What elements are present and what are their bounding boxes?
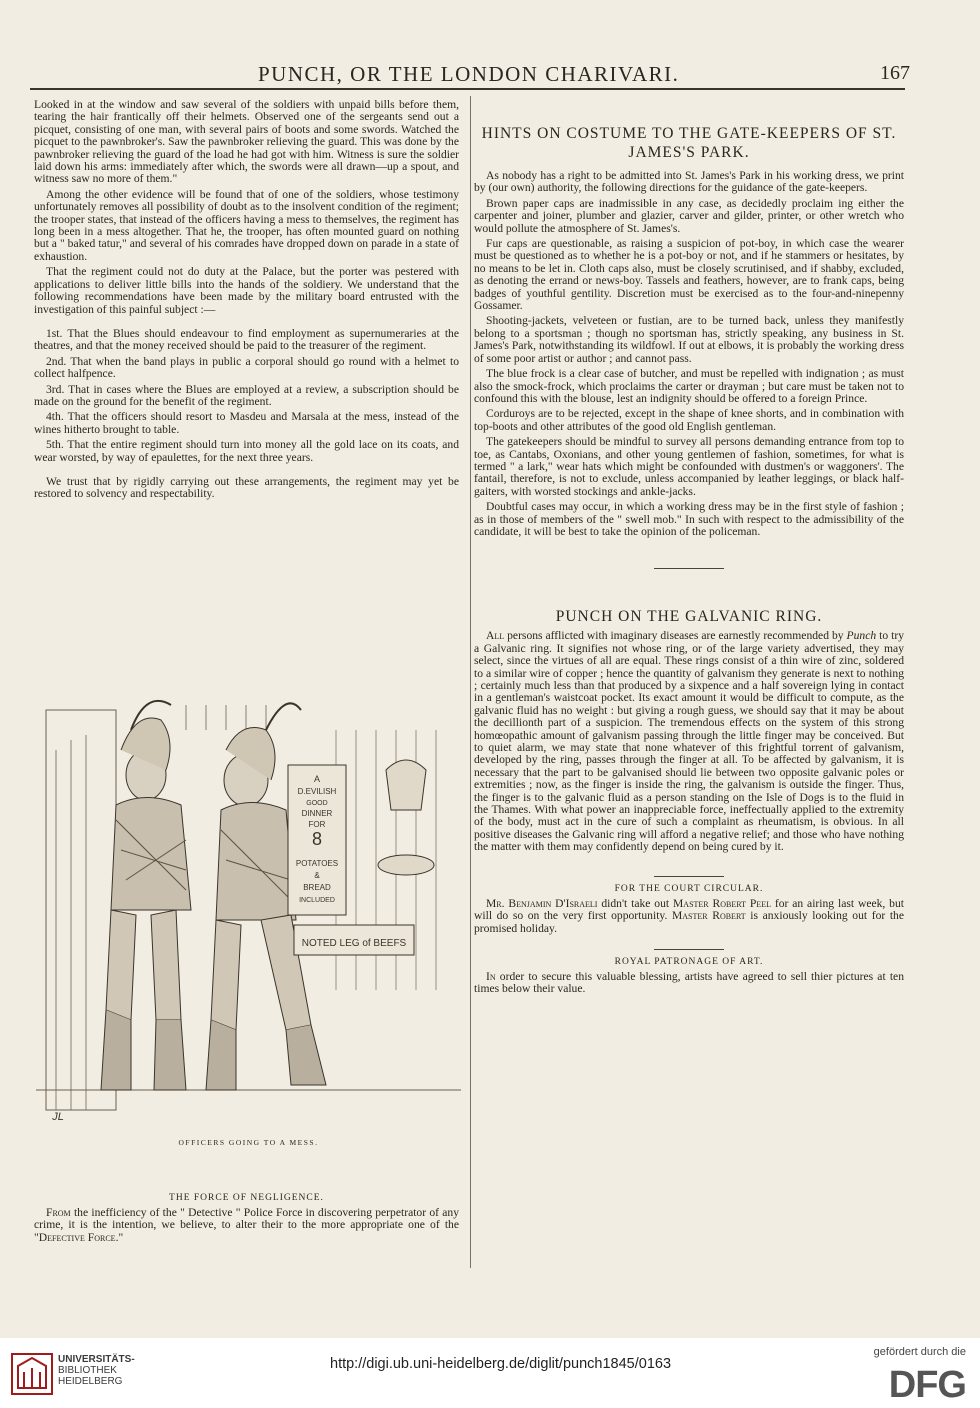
- header-rule: [30, 88, 905, 90]
- negligence-title: THE FORCE OF NEGLIGENCE.: [169, 1193, 324, 1203]
- university-seal-icon: [10, 1352, 54, 1396]
- hints-paragraph: The blue frock is a clear case of butcher, and must be repelled with indignation ; as must also the smock-frock, which proclaims the carter or drayman ; but care must be taken not to confound this with the blouse, lest an indignity should be offered to a foreign Prince.: [474, 367, 904, 405]
- galvanic-title: PUNCH ON THE GALVANIC RING.: [555, 608, 823, 626]
- university-line: UNIVERSITÄTS-: [58, 1354, 135, 1365]
- digitization-footer: [0, 1338, 980, 1408]
- closing-paragraph: We trust that by rigidly carrying out these arrangements, the regiment may yet be restored to solvency and respectability.: [34, 474, 459, 501]
- hints-paragraph: Fur caps are questionable, as raising a suspicion of pot-boy, in which case the wearer must be questioned as to whether he is a pot-boy or not, and if he stammers or hesitates, by no means to be let in. Cloth caps also, must be closely scrutinised, and if shabby, excluded, as denoting the errand or news-boy. Tassels and feathers, however, are to frank caps, being badges of youthful gentility. Discretion must be exercised as to the four-and-ninepenny Gossamer.: [474, 237, 904, 313]
- officers-illustration: [36, 690, 461, 1130]
- sign-line: A: [313, 774, 321, 784]
- left-paragraph: Looked in at the window and saw several of the soldiers with unpaid bills before them, tearing the hair frantically off their helmets. Observed one of the sergeants send out a picquet, consisting of one man, with several pairs of boots and some swords. Watched the picquet to the pawnbroker's. Saw the pawnbroker relieving the guard. This was done by the pawnbroker relieving the guard of the load he had got with him. Witness is sure the soldier laid down his arms: immediately after which, the swords were all drawn—up a spout, and witness saw no more of them.": [34, 98, 459, 186]
- column-separator: [470, 96, 471, 1268]
- sign-banner: NOTED LEG of BEEFS: [301, 938, 407, 949]
- section-divider: [654, 949, 724, 950]
- hints-paragraph: Corduroys are to be rejected, except in the shape of knee shorts, and in combination with top-boots and other attributes of the good old English gentleman.: [474, 407, 904, 433]
- recommendation-item: 4th. That the officers should resort to Masdeu and Marsala at the mess, instead of the wines hitherto brought to table.: [34, 410, 459, 436]
- galvanic-pre: persons afflicted with imaginary diseases are earnestly recommended by: [507, 629, 844, 643]
- court-text-3: is anxiously looking out for the promised holiday.: [474, 909, 904, 935]
- court-text-2: for an airing last week, but will do so on the very first opportunity.: [474, 896, 904, 923]
- sign-line: BREAD: [303, 883, 331, 892]
- royal-lead: In: [486, 969, 496, 983]
- court-text-1: didn't take out: [601, 896, 670, 910]
- royal-body: order to secure this valuable blessing, artists have agreed to sell thier pictures at ten times below their value.: [474, 969, 904, 996]
- court-name-1: Mr. Benjamin D'Israeli: [486, 896, 598, 910]
- negligence-section: [34, 1192, 459, 1247]
- source-url-link[interactable]: http://digi.ub.uni-heidelberg.de/diglit/punch1845/0163: [330, 1356, 672, 1372]
- court-title: FOR THE COURT CIRCULAR.: [614, 883, 764, 894]
- university-name: [58, 1354, 135, 1387]
- funded-by-text: gefördert durch die: [873, 1346, 966, 1358]
- page-number: 167: [880, 62, 910, 84]
- university-line: HEIDELBERG: [58, 1376, 123, 1387]
- sign-line: POTATOES: [295, 859, 339, 868]
- hints-paragraph: Brown paper caps are inadmissible in any case, as decidedly proclaim ing either the carpenter and joiner, plumber and glazier, carver and gilder, printer, or other wretch who would pollute the atmosphere of St. James's.: [474, 196, 904, 235]
- court-name-3: Master Robert: [671, 909, 746, 923]
- sign-line: 8: [311, 829, 323, 849]
- dfg-logo: DFG: [888, 1364, 966, 1406]
- hints-title: HINTS ON COSTUME TO THE GATE-KEEPERS OF ST. JAMES'S PARK.: [481, 125, 897, 161]
- hints-paragraph: The gatekeepers should be mindful to survey all persons demanding entrance from top to toe, as Cantabs, Oxonians, and other young gentlemen of fashion, sometimes, for what is termed " a lark," wear hats which might be confounded with dustmen's or waggoners'. The fantail, therefore, is not to exclude, unless accompanied by leather leggings, or black half-gaiters, with worsted stockings and ankle-jacks.: [474, 435, 904, 498]
- recommendation-item: 5th. That the entire regiment should turn into money all the gold lace on its coats, and wear worsted, by way of epaulettes, for the next three years.: [34, 438, 459, 464]
- left-paragraph: That the regiment could not do duty at the Palace, but the porter was pestered with applications to deliver little bills into the hands of the soldiery. We understand that the following recommendations have been made by the military board entrusted with the investigation of this painful subject :—: [34, 265, 459, 316]
- hints-paragraph: Shooting-jackets, velveteen or fustian, are to be turned back, unless they manifestly belong to a sportsman ; though no sportsman has, strictly speaking, any business in St. James's Park, notwithstanding its wildfowl. If out at elbows, it is probably the working dress of some poor artist or author ; and cannot pass.: [474, 314, 904, 365]
- negligence-end: ": [118, 1230, 124, 1244]
- left-paragraph: Among the other evidence will be found that of one of the soldiers, whose testimony unfortunately removes all possibility of doubt as to the insolvent condition of the regiment; the trooper states, that instead of the officers having a mess to themselves, the regiment has long been in a mess altogether. That he, the trooper, has often mounted guard on nothing but a " baked tatur," and several of his comrades have dropped down on parade in a state of exhaustion.: [34, 187, 459, 263]
- royal-title: ROYAL PATRONAGE OF ART.: [614, 956, 764, 967]
- negligence-lead: From: [46, 1206, 71, 1219]
- court-name-2: Master Robert Peel: [673, 896, 771, 910]
- negligence-body: the inefficiency of the " Detective " Police Force in discovering perpetrator of any crime, it is the intention, we believe, to alter their to the more appropriate one of the ": [34, 1206, 459, 1244]
- left-column: [34, 99, 459, 504]
- recommendation-item: 1st. That the Blues should endeavour to find employment as supernumeraries at the theatres, and that the money received should be paid to the treasurer of the regiment.: [34, 326, 459, 353]
- galvanic-body: to try a Galvanic ring. It signifies not whose ring, or of the large variety advertised, they may select, since the virtues of all are equal. These rings consist of a thin wire of zinc, soldered to a similar wire of copper ; hence the quantity of galvanism they generate is next to nothing ; certainly much less than that produced by a sixpence and a half sovereign lying in contact in a gentleman's waistcoat pocket. Its exact amount it would be difficult to compute, as the galvanic fluid has no weight : but giving a rough guess, we should say that it may be about the decillionth part of a suspicion. The tremendous effects on the system of this strong homœopathic amount of galvanism passing through the little finger may be conceived. But to quiet alarm, we may state that none whatever of this frightful torrent of galvanism, developed by the ring, passes through the finger at all. To be affected by galvanism, it is necessary that the part to be galvanised should lie between two opposite galvanic poles or extremities ; now, as the finger is inside the ring, the galvanism is outside the finger. Thus, the finger is to the galvanic fluid as a person standing on the Isle of Dogs is to the fluid in the Thames. With what power an inappreciable force, ineffectually applied to the extremity of the body, must act in the cure of such a complaint as rheumatism, is obvious. In all positive diseases the Galvanic ring will afford a negative relief; and those who have nothing the matter with them may confidently depend on being cured by it.: [474, 629, 904, 854]
- hints-paragraph: As nobody has a right to be admitted into St. James's Park in his working dress, we print by (our own) authority, the following directions for the guidance of the gate-keepers.: [474, 169, 904, 195]
- right-column: [474, 124, 904, 999]
- sign-line: GOOD: [306, 800, 328, 807]
- negligence-small-caps: Defective Force.: [38, 1230, 119, 1244]
- section-divider: [654, 876, 724, 877]
- sign-line: D.EVILISH: [297, 787, 337, 796]
- galvanic-lead: All: [486, 629, 505, 643]
- recommendation-item: 2nd. That when the band plays in public a corporal should go round with a helmet to collect halfpence.: [34, 354, 459, 381]
- sign-line: INCLUDED: [299, 897, 335, 904]
- illustration-caption: OFFICERS GOING TO A MESS.: [178, 1138, 319, 1147]
- sign-line: DINNER: [301, 809, 333, 818]
- hints-paragraph: Doubtful cases may occur, in which a working dress may be in the first style of fashion ; as in those of members of the " swell mob." In such with respect to the admissibility of the candidate, it will be best to take the opinion of the policeman.: [474, 500, 904, 538]
- recommendation-item: 3rd. That in cases where the Blues are employed at a review, a subscription should be made on the ground for the benefit of the regiment.: [34, 382, 459, 408]
- university-line: BIBLIOTHEK: [58, 1365, 117, 1376]
- sign-line: &: [314, 871, 320, 880]
- sign-line: FOR: [308, 820, 326, 829]
- page-title: PUNCH, OR THE LONDON CHARIVARI.: [258, 62, 680, 86]
- artist-monogram: JL: [52, 1111, 64, 1123]
- galvanic-punch: Punch: [846, 629, 877, 643]
- running-header: [30, 62, 910, 86]
- section-divider: [654, 568, 724, 569]
